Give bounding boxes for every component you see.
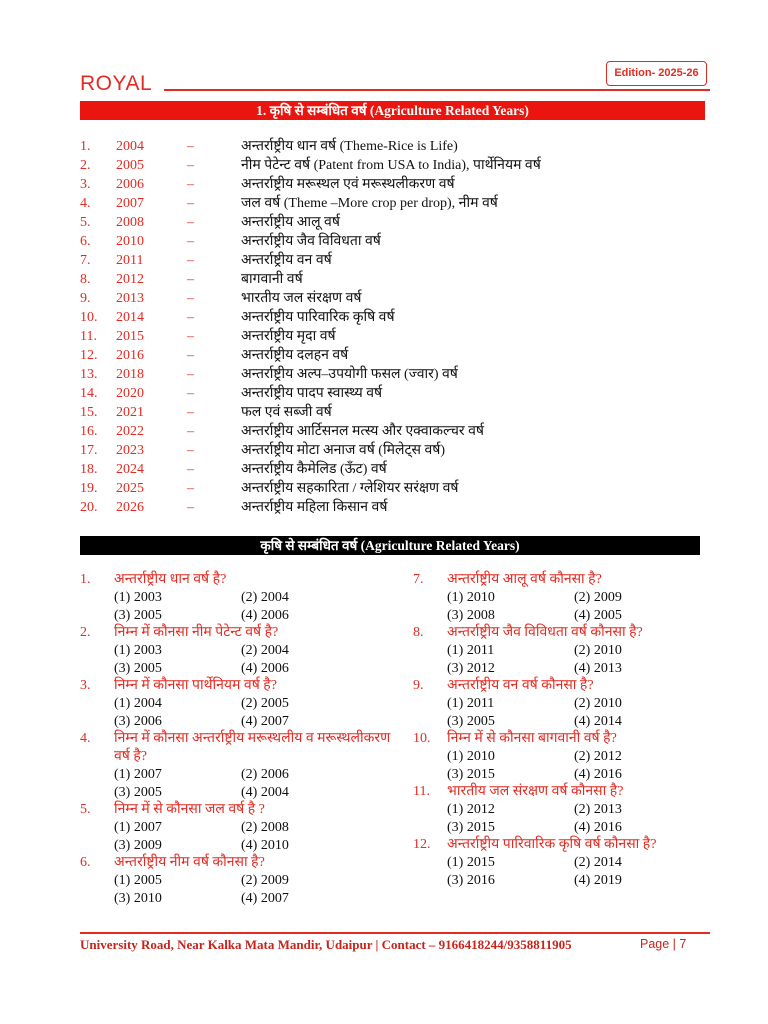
- option: (3) 2010: [114, 890, 162, 906]
- option-row: [447, 766, 713, 784]
- item-description: अन्तर्राष्ट्रीय आलू वर्ष: [241, 215, 340, 230]
- option: (4) 2006: [241, 607, 289, 623]
- item-year: 2022: [116, 424, 144, 439]
- question-number: 4.: [80, 731, 91, 746]
- option: (2) 2010: [574, 643, 622, 658]
- item-dash: –: [187, 310, 194, 325]
- item-description: अन्तर्राष्ट्रीय धान वर्ष (Theme-Rice is Life): [241, 139, 458, 154]
- item-number: 16.: [80, 424, 98, 439]
- option: (2) 2012: [574, 749, 622, 764]
- question-number: 11.: [413, 784, 430, 799]
- question-text: अन्तर्राष्ट्रीय नीम वर्ष कौनसा है?: [114, 855, 265, 870]
- question-head: [80, 624, 405, 642]
- item-number: 6.: [80, 234, 91, 249]
- option: (1) 2007: [114, 820, 162, 835]
- item-year: 2016: [116, 348, 144, 363]
- list-item: [80, 232, 710, 251]
- item-year: 2023: [116, 443, 144, 458]
- item-year: 2018: [116, 367, 144, 382]
- item-year: 2025: [116, 481, 144, 496]
- item-dash: –: [187, 139, 194, 154]
- item-description: बागवानी वर्ष: [241, 272, 303, 287]
- page-number: Page | 7: [640, 937, 687, 951]
- option: (4) 2010: [241, 837, 289, 853]
- item-dash: –: [187, 386, 194, 401]
- option: (1) 2005: [114, 873, 162, 888]
- item-dash: –: [187, 405, 194, 420]
- list-item: [80, 403, 710, 422]
- option-row: [114, 872, 405, 890]
- item-year: 2021: [116, 405, 144, 420]
- option: (3) 2015: [447, 766, 495, 782]
- option: (1) 2007: [114, 767, 162, 782]
- question-text: भारतीय जल संरक्षण वर्ष कौनसा है?: [447, 784, 624, 799]
- item-year: 2006: [116, 177, 144, 192]
- option: (1) 2010: [447, 590, 495, 605]
- option: (2) 2009: [574, 590, 622, 605]
- item-description: अन्तर्राष्ट्रीय सहकारिता / ग्लेशियर सरंक्षण वर्ष: [241, 481, 459, 496]
- list-item: [80, 327, 710, 346]
- item-number: 11.: [80, 329, 97, 344]
- question-text: निम्न में कौनसा अन्तर्राष्ट्रीय मरूस्थलीय व मरूस्थलीकरण वर्ष है?: [114, 731, 391, 764]
- item-number: 1.: [80, 139, 91, 154]
- item-dash: –: [187, 291, 194, 306]
- item-year: 2011: [116, 253, 144, 268]
- item-number: 18.: [80, 462, 98, 477]
- list-item: [80, 498, 710, 517]
- question-head: [413, 730, 713, 748]
- item-description: अन्तर्राष्ट्रीय कैमेलिड (ऊँट) वर्ष: [241, 462, 387, 477]
- item-dash: –: [187, 367, 194, 382]
- question: [80, 730, 405, 801]
- question-number: 9.: [413, 678, 424, 693]
- option: (4) 2013: [574, 660, 622, 676]
- item-number: 4.: [80, 196, 91, 211]
- question-head: [80, 730, 405, 766]
- item-description: जल वर्ष (Theme –More crop per drop), नीम वर्ष: [241, 196, 498, 211]
- item-description: अन्तर्राष्ट्रीय मरूस्थल एवं मरूस्थलीकरण वर्ष: [241, 177, 455, 192]
- item-dash: –: [187, 272, 194, 287]
- question-number: 1.: [80, 572, 91, 587]
- option: (2) 2014: [574, 855, 622, 870]
- question-options: [80, 766, 405, 801]
- list-item: [80, 156, 710, 175]
- question-number: 2.: [80, 625, 91, 640]
- item-dash: –: [187, 462, 194, 477]
- question: [413, 571, 713, 624]
- option: (1) 2015: [447, 855, 495, 870]
- option: (3) 2005: [114, 784, 162, 800]
- item-year: 2024: [116, 462, 144, 477]
- option: (2) 2006: [241, 767, 289, 782]
- question-text: निम्न में से कौनसा जल वर्ष है ?: [114, 802, 265, 817]
- item-number: 17.: [80, 443, 98, 458]
- item-number: 12.: [80, 348, 98, 363]
- item-description: अन्तर्राष्ट्रीय पारिवारिक कृषि वर्ष: [241, 310, 395, 325]
- question-options: [413, 589, 713, 624]
- option-row: [114, 819, 405, 837]
- question-text: अन्तर्राष्ट्रीय जैव विविधता वर्ष कौनसा है?: [447, 625, 643, 640]
- list-item: [80, 270, 710, 289]
- option: (4) 2016: [574, 819, 622, 835]
- question: [80, 677, 405, 730]
- item-dash: –: [187, 177, 194, 192]
- option: (4) 2006: [241, 660, 289, 676]
- years-list: [80, 137, 710, 517]
- item-year: 2020: [116, 386, 144, 401]
- item-year: 2005: [116, 158, 144, 173]
- list-item: [80, 441, 710, 460]
- question-number: 10.: [413, 731, 431, 746]
- option: (3) 2006: [114, 713, 162, 729]
- option: (4) 2004: [241, 784, 289, 800]
- question-number: 3.: [80, 678, 91, 693]
- question: [80, 801, 405, 854]
- item-dash: –: [187, 196, 194, 211]
- option: (3) 2008: [447, 607, 495, 623]
- option-row: [447, 819, 713, 837]
- question-head: [80, 571, 405, 589]
- question-options: [413, 801, 713, 836]
- item-description: अन्तर्राष्ट्रीय मृदा वर्ष: [241, 329, 336, 344]
- option: (1) 2011: [447, 643, 495, 658]
- item-year: 2007: [116, 196, 144, 211]
- item-description: फल एवं सब्जी वर्ष: [241, 405, 332, 420]
- option-row: [114, 766, 405, 784]
- option: (4) 2007: [241, 713, 289, 729]
- item-dash: –: [187, 348, 194, 363]
- list-item: [80, 346, 710, 365]
- item-description: अन्तर्राष्ट्रीय अल्प–उपयोगी फसल (ज्वार) वर्ष: [241, 367, 458, 382]
- question-text: निम्न में से कौनसा बागवानी वर्ष है?: [447, 731, 617, 746]
- item-description: अन्तर्राष्ट्रीय महिला किसान वर्ष: [241, 500, 388, 515]
- question-head: [413, 624, 713, 642]
- option: (1) 2012: [447, 802, 495, 817]
- list-item: [80, 460, 710, 479]
- option-row: [447, 854, 713, 872]
- item-number: 14.: [80, 386, 98, 401]
- item-dash: –: [187, 234, 194, 249]
- question-head: [80, 677, 405, 695]
- option: (2) 2005: [241, 696, 289, 711]
- question: [80, 624, 405, 677]
- footer-address: University Road, Near Kalka Mata Mandir, Udaipur | Contact – 9166418244/9358811905: [80, 937, 572, 952]
- option: (2) 2009: [241, 873, 289, 888]
- item-description: अन्तर्राष्ट्रीय आर्टिसनल मत्स्य और एक्वाकल्चर वर्ष: [241, 424, 484, 439]
- option: (2) 2010: [574, 696, 622, 711]
- item-number: 8.: [80, 272, 91, 287]
- question-options: [413, 695, 713, 730]
- question-number: 8.: [413, 625, 424, 640]
- question: [80, 854, 405, 907]
- option: (1) 2010: [447, 749, 495, 764]
- option: (1) 2003: [114, 643, 162, 658]
- question: [80, 571, 405, 624]
- option-row: [114, 589, 405, 607]
- option-row: [447, 695, 713, 713]
- item-number: 2.: [80, 158, 91, 173]
- question-head: [80, 801, 405, 819]
- item-number: 10.: [80, 310, 98, 325]
- item-description: भारतीय जल संरक्षण वर्ष: [241, 291, 362, 306]
- option-row: [447, 801, 713, 819]
- option-row: [447, 642, 713, 660]
- question-options: [80, 819, 405, 854]
- option: (2) 2008: [241, 820, 289, 835]
- list-item: [80, 194, 710, 213]
- option-row: [114, 713, 405, 731]
- option: (2) 2013: [574, 802, 622, 817]
- option: (1) 2011: [447, 696, 495, 711]
- option: (4) 2014: [574, 713, 622, 729]
- question-options: [413, 854, 713, 889]
- item-description: अन्तर्राष्ट्रीय दलहन वर्ष: [241, 348, 349, 363]
- question: [413, 730, 713, 783]
- questions-left-column: [80, 571, 405, 907]
- section-title-quiz: कृषि से सम्बंधित वर्ष (Agriculture Related Years): [80, 536, 700, 555]
- option: (2) 2004: [241, 590, 289, 605]
- question-text: अन्तर्राष्ट्रीय पारिवारिक कृषि वर्ष कौनसा है?: [447, 837, 657, 852]
- item-year: 2012: [116, 272, 144, 287]
- option: (3) 2005: [114, 660, 162, 676]
- item-number: 5.: [80, 215, 91, 230]
- question-options: [80, 589, 405, 624]
- option-row: [114, 784, 405, 802]
- question-head: [413, 783, 713, 801]
- question-options: [80, 695, 405, 730]
- option: (1) 2003: [114, 590, 162, 605]
- question: [413, 677, 713, 730]
- item-number: 15.: [80, 405, 98, 420]
- question-head: [413, 677, 713, 695]
- item-description: नीम पेटेन्ट वर्ष (Patent from USA to India), पार्थेनियम वर्ष: [241, 158, 541, 173]
- list-item: [80, 251, 710, 270]
- list-item: [80, 308, 710, 327]
- question-number: 6.: [80, 855, 91, 870]
- item-year: 2014: [116, 310, 144, 325]
- question-options: [413, 642, 713, 677]
- item-number: 20.: [80, 500, 98, 515]
- option: (4) 2005: [574, 607, 622, 623]
- item-description: अन्तर्राष्ट्रीय मोटा अनाज वर्ष (मिलेट्स वर्ष): [241, 443, 446, 458]
- question-head: [413, 836, 713, 854]
- option-row: [114, 660, 405, 678]
- option-row: [447, 713, 713, 731]
- item-year: 2010: [116, 234, 144, 249]
- option: (3) 2015: [447, 819, 495, 835]
- item-dash: –: [187, 481, 194, 496]
- list-item: [80, 213, 710, 232]
- question: [413, 836, 713, 889]
- question-options: [80, 872, 405, 907]
- option: (1) 2004: [114, 696, 162, 711]
- question: [413, 783, 713, 836]
- header-rule: [164, 89, 710, 91]
- question: [413, 624, 713, 677]
- question-number: 7.: [413, 572, 424, 587]
- option-row: [114, 607, 405, 625]
- option-row: [447, 748, 713, 766]
- footer-rule: [80, 932, 710, 934]
- item-number: 3.: [80, 177, 91, 192]
- item-number: 9.: [80, 291, 91, 306]
- question-text: अन्तर्राष्ट्रीय धान वर्ष है?: [114, 572, 227, 587]
- list-item: [80, 479, 710, 498]
- item-dash: –: [187, 329, 194, 344]
- option-row: [447, 589, 713, 607]
- item-year: 2004: [116, 139, 144, 154]
- item-dash: –: [187, 253, 194, 268]
- section-title-list: 1. कृषि से सम्बंधित वर्ष (Agriculture Related Years): [80, 101, 705, 120]
- option: (2) 2004: [241, 643, 289, 658]
- option: (3) 2016: [447, 872, 495, 888]
- list-item: [80, 365, 710, 384]
- option: (3) 2012: [447, 660, 495, 676]
- question-text: निम्न में कौनसा पार्थेनियम वर्ष है?: [114, 678, 277, 693]
- question-options: [80, 642, 405, 677]
- question-text: निम्न में कौनसा नीम पेटेन्ट वर्ष है?: [114, 625, 279, 640]
- item-description: अन्तर्राष्ट्रीय पादप स्वास्थ्य वर्ष: [241, 386, 383, 401]
- item-dash: –: [187, 158, 194, 173]
- item-dash: –: [187, 500, 194, 515]
- item-year: 2015: [116, 329, 144, 344]
- question-number: 5.: [80, 802, 91, 817]
- item-year: 2008: [116, 215, 144, 230]
- item-number: 7.: [80, 253, 91, 268]
- option-row: [114, 642, 405, 660]
- option-row: [447, 660, 713, 678]
- option: (4) 2016: [574, 766, 622, 782]
- option-row: [114, 837, 405, 855]
- item-year: 2013: [116, 291, 144, 306]
- item-number: 19.: [80, 481, 98, 496]
- question-head: [80, 854, 405, 872]
- question-number: 12.: [413, 837, 431, 852]
- item-dash: –: [187, 424, 194, 439]
- question-text: अन्तर्राष्ट्रीय वन वर्ष कौनसा है?: [447, 678, 594, 693]
- option: (3) 2005: [447, 713, 495, 729]
- questions-right-column: [413, 571, 713, 889]
- question-options: [413, 748, 713, 783]
- edition-badge: Edition- 2025-26: [606, 61, 707, 86]
- list-item: [80, 175, 710, 194]
- question-text: अन्तर्राष्ट्रीय आलू वर्ष कौनसा है?: [447, 572, 602, 587]
- option: (4) 2007: [241, 890, 289, 906]
- option: (4) 2019: [574, 872, 622, 888]
- option-row: [447, 607, 713, 625]
- item-number: 13.: [80, 367, 98, 382]
- option: (3) 2005: [114, 607, 162, 623]
- option-row: [114, 890, 405, 908]
- item-year: 2026: [116, 500, 144, 515]
- item-description: अन्तर्राष्ट्रीय वन वर्ष: [241, 253, 332, 268]
- item-dash: –: [187, 443, 194, 458]
- option-row: [447, 872, 713, 890]
- list-item: [80, 137, 710, 156]
- brand-logo: ROYAL: [80, 72, 153, 95]
- item-description: अन्तर्राष्ट्रीय जैव विविधता वर्ष: [241, 234, 381, 249]
- option-row: [114, 695, 405, 713]
- list-item: [80, 289, 710, 308]
- question-head: [413, 571, 713, 589]
- item-dash: –: [187, 215, 194, 230]
- list-item: [80, 384, 710, 403]
- list-item: [80, 422, 710, 441]
- option: (3) 2009: [114, 837, 162, 853]
